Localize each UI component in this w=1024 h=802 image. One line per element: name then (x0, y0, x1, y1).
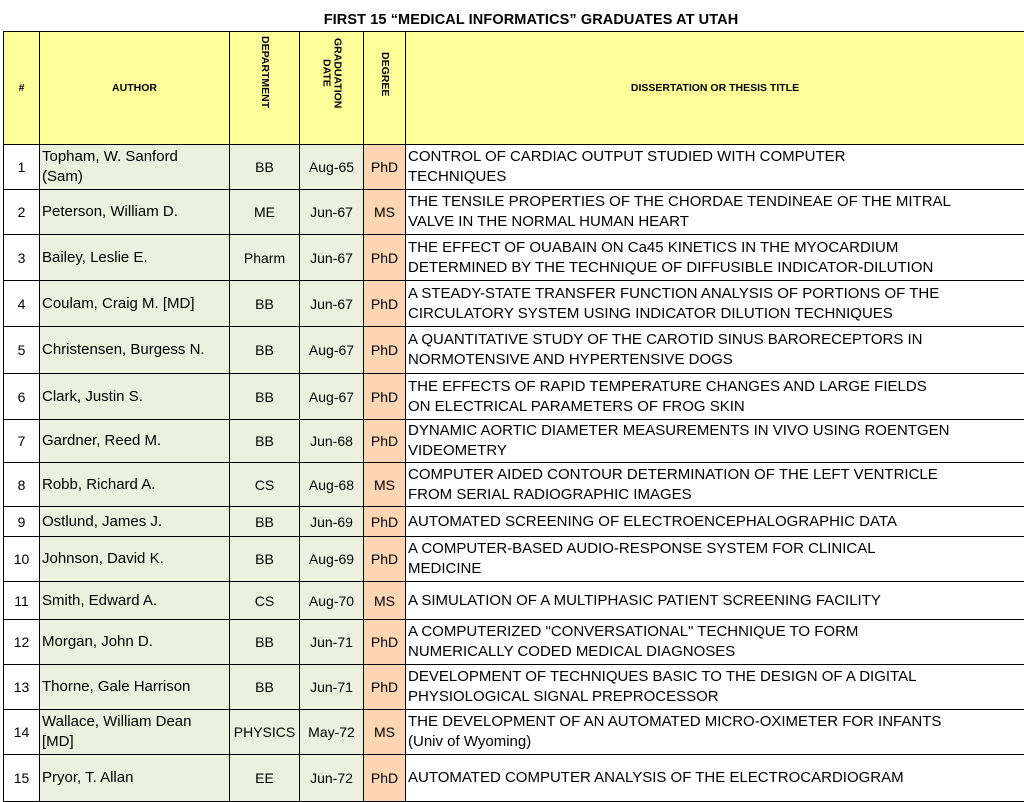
dissertation-title-cell (406, 327, 1024, 374)
author-cell-line: Wallace, William Dean (42, 712, 229, 732)
dissertation-title-cell (406, 281, 1024, 327)
degree-cell: PhD (364, 620, 406, 665)
header-dissertation: DISSERTATION OR THESIS TITLE (406, 32, 1024, 145)
header-graduation-line-1: GRADUATION (332, 38, 344, 108)
table-row (4, 190, 1024, 235)
department-cell: BB (230, 537, 300, 582)
graduation-date-cell: Aug-67 (300, 374, 364, 420)
dissertation-title-cell (406, 537, 1024, 582)
table-row (4, 507, 1024, 537)
dissertation-title-cell (406, 665, 1024, 710)
graduation-date-cell: Jun-71 (300, 620, 364, 665)
table-row (4, 582, 1024, 620)
dissertation-title-cell (406, 190, 1024, 235)
header-author: AUTHOR (40, 32, 230, 145)
dissertation-title-cell-line: FROM SERIAL RADIOGRAPHIC IMAGES (408, 485, 1024, 505)
dissertation-title-cell-line: ON ELECTRICAL PARAMETERS OF FROG SKIN (408, 397, 1024, 417)
header-row (4, 32, 1024, 145)
table-row (4, 327, 1024, 374)
graduation-date-cell: Aug-65 (300, 145, 364, 190)
dissertation-title-cell-line: THE DEVELOPMENT OF AN AUTOMATED MICRO-OXIMETER FOR INFANTS (408, 712, 1024, 732)
dissertation-title-cell (406, 374, 1024, 420)
department-cell: BB (230, 145, 300, 190)
department-cell: BB (230, 281, 300, 327)
author-cell-line: Peterson, William D. (42, 202, 229, 222)
row-number: 3 (4, 235, 40, 281)
row-number: 2 (4, 190, 40, 235)
table-row (4, 420, 1024, 463)
header-graduation-date (300, 32, 364, 145)
table-row (4, 374, 1024, 420)
header-graduation-label (321, 38, 343, 108)
author-cell-line: [MD] (42, 732, 229, 752)
author-cell-line: Smith, Edward A. (42, 591, 229, 611)
dissertation-title-cell-line: TECHNIQUES (408, 167, 1024, 187)
department-cell: BB (230, 507, 300, 537)
author-cell (40, 582, 230, 620)
degree-cell: MS (364, 190, 406, 235)
degree-cell: PhD (364, 537, 406, 582)
author-cell (40, 620, 230, 665)
degree-cell: PhD (364, 235, 406, 281)
department-cell: BB (230, 327, 300, 374)
dissertation-title-cell-line: A QUANTITATIVE STUDY OF THE CAROTID SINUS BARORECEPTORS IN (408, 330, 1024, 350)
author-cell (40, 755, 230, 802)
header-department (230, 32, 300, 145)
author-cell (40, 507, 230, 537)
dissertation-title-cell-line: NUMERICALLY CODED MEDICAL DIAGNOSES (408, 642, 1024, 662)
department-cell: BB (230, 374, 300, 420)
degree-cell: MS (364, 582, 406, 620)
degree-cell: PhD (364, 507, 406, 537)
degree-cell: PhD (364, 281, 406, 327)
author-cell (40, 665, 230, 710)
dissertation-title-cell-line: CONTROL OF CARDIAC OUTPUT STUDIED WITH COMPUTER (408, 147, 1024, 167)
graduates-table (3, 31, 1024, 802)
degree-cell: PhD (364, 145, 406, 190)
author-cell-line: Gardner, Reed M. (42, 431, 229, 451)
graduation-date-cell: Aug-67 (300, 327, 364, 374)
table-row (4, 665, 1024, 710)
table-row (4, 537, 1024, 582)
table-row (4, 620, 1024, 665)
dissertation-title-cell-line: A COMPUTER-BASED AUDIO-RESPONSE SYSTEM FOR CLINICAL (408, 539, 1024, 559)
table-row (4, 755, 1024, 802)
row-number: 1 (4, 145, 40, 190)
row-number: 13 (4, 665, 40, 710)
row-number: 5 (4, 327, 40, 374)
dissertation-title-cell (406, 235, 1024, 281)
dissertation-title-cell-line: THE EFFECTS OF RAPID TEMPERATURE CHANGES AND LARGE FIELDS (408, 377, 1024, 397)
dissertation-title-cell (406, 710, 1024, 755)
author-cell-line: Morgan, John D. (42, 632, 229, 652)
department-cell: CS (230, 582, 300, 620)
dissertation-title-cell-line: A STEADY-STATE TRANSFER FUNCTION ANALYSIS OF PORTIONS OF THE (408, 284, 1024, 304)
row-number: 15 (4, 755, 40, 802)
dissertation-title-cell-line: CIRCULATORY SYSTEM USING INDICATOR DILUTION TECHNIQUES (408, 304, 1024, 324)
dissertation-title-cell-line: THE TENSILE PROPERTIES OF THE CHORDAE TENDINEAE OF THE MITRAL (408, 192, 1024, 212)
degree-cell: PhD (364, 665, 406, 710)
page-title: FIRST 15 “MEDICAL INFORMATICS” GRADUATES AT UTAH (0, 12, 1024, 28)
dissertation-title-cell-line: DYNAMIC AORTIC DIAMETER MEASUREMENTS IN VIVO USING ROENTGEN (408, 421, 1024, 441)
author-cell-line: Bailey, Leslie E. (42, 248, 229, 268)
degree-cell: PhD (364, 755, 406, 802)
dissertation-title-cell-line: AUTOMATED SCREENING OF ELECTROENCEPHALOGRAPHIC DATA (408, 512, 1024, 532)
row-number: 11 (4, 582, 40, 620)
author-cell (40, 463, 230, 507)
graduation-date-cell: Jun-72 (300, 755, 364, 802)
author-cell-line: Robb, Richard A. (42, 475, 229, 495)
dissertation-title-cell-line: NORMOTENSIVE AND HYPERTENSIVE DOGS (408, 350, 1024, 370)
dissertation-title-cell-line: A SIMULATION OF A MULTIPHASIC PATIENT SCREENING FACILITY (408, 591, 1024, 611)
author-cell-line: Johnson, David K. (42, 549, 229, 569)
graduation-date-cell: Jun-71 (300, 665, 364, 710)
dissertation-title-cell-line: A COMPUTERIZED "CONVERSATIONAL" TECHNIQUE TO FORM (408, 622, 1024, 642)
degree-cell: MS (364, 463, 406, 507)
dissertation-title-cell (406, 420, 1024, 463)
author-cell-line: Christensen, Burgess N. (42, 340, 229, 360)
department-cell: CS (230, 463, 300, 507)
author-cell (40, 327, 230, 374)
author-cell-line: (Sam) (42, 167, 229, 187)
dissertation-title-cell (406, 582, 1024, 620)
row-number: 6 (4, 374, 40, 420)
dissertation-title-cell-line: DEVELOPMENT OF TECHNIQUES BASIC TO THE DESIGN OF A DIGITAL (408, 667, 1024, 687)
graduation-date-cell: Aug-69 (300, 537, 364, 582)
author-cell (40, 190, 230, 235)
graduation-date-cell: May-72 (300, 710, 364, 755)
header-degree (364, 32, 406, 145)
table-row (4, 710, 1024, 755)
author-cell-line: Clark, Justin S. (42, 387, 229, 407)
graduation-date-cell: Aug-70 (300, 582, 364, 620)
department-cell: BB (230, 620, 300, 665)
author-cell (40, 710, 230, 755)
author-cell (40, 281, 230, 327)
row-number: 9 (4, 507, 40, 537)
department-cell: ME (230, 190, 300, 235)
degree-cell: PhD (364, 327, 406, 374)
table-row (4, 145, 1024, 190)
row-number: 12 (4, 620, 40, 665)
dissertation-title-cell-line: VIDEOMETRY (408, 441, 1024, 461)
header-degree-label: DEGREE (379, 52, 390, 96)
dissertation-title-cell (406, 755, 1024, 802)
table-row (4, 463, 1024, 507)
row-number: 7 (4, 420, 40, 463)
dissertation-title-cell-line: COMPUTER AIDED CONTOUR DETERMINATION OF THE LEFT VENTRICLE (408, 465, 1024, 485)
dissertation-title-cell-line: VALVE IN THE NORMAL HUMAN HEART (408, 212, 1024, 232)
row-number: 14 (4, 710, 40, 755)
author-cell-line: Ostlund, James J. (42, 512, 229, 532)
graduation-date-cell: Jun-67 (300, 190, 364, 235)
row-number: 8 (4, 463, 40, 507)
header-num: # (4, 32, 40, 145)
dissertation-title-cell-line: THE EFFECT OF OUABAIN ON Ca45 KINETICS IN THE MYOCARDIUM (408, 238, 1024, 258)
department-cell: Pharm (230, 235, 300, 281)
author-cell-line: Coulam, Craig M. [MD] (42, 294, 229, 314)
dissertation-title-cell (406, 145, 1024, 190)
author-cell (40, 145, 230, 190)
author-cell (40, 235, 230, 281)
department-cell: EE (230, 755, 300, 802)
degree-cell: PhD (364, 420, 406, 463)
dissertation-title-cell-line: PHYSIOLOGICAL SIGNAL PREPROCESSOR (408, 687, 1024, 707)
header-graduation-line-2: DATE (321, 59, 333, 87)
degree-cell: PhD (364, 374, 406, 420)
dissertation-title-cell-line: MEDICINE (408, 559, 1024, 579)
dissertation-title-cell-line: (Univ of Wyoming) (408, 732, 1024, 752)
table-row (4, 235, 1024, 281)
row-number: 4 (4, 281, 40, 327)
author-cell-line: Topham, W. Sanford (42, 147, 229, 167)
author-cell-line: Thorne, Gale Harrison (42, 677, 229, 697)
department-cell: PHYSICS (230, 710, 300, 755)
dissertation-title-cell (406, 507, 1024, 537)
graduation-date-cell: Jun-67 (300, 281, 364, 327)
dissertation-title-cell (406, 620, 1024, 665)
dissertation-title-cell-line: DETERMINED BY THE TECHNIQUE OF DIFFUSIBLE INDICATOR-DILUTION (408, 258, 1024, 278)
author-cell (40, 374, 230, 420)
dissertation-title-cell-line: AUTOMATED COMPUTER ANALYSIS OF THE ELECTROCARDIOGRAM (408, 768, 1024, 788)
dissertation-title-cell (406, 463, 1024, 507)
graduation-date-cell: Jun-68 (300, 420, 364, 463)
author-cell (40, 537, 230, 582)
author-cell-line: Pryor, T. Allan (42, 768, 229, 788)
graduation-date-cell: Jun-69 (300, 507, 364, 537)
graduation-date-cell: Jun-67 (300, 235, 364, 281)
author-cell (40, 420, 230, 463)
graduation-date-cell: Aug-68 (300, 463, 364, 507)
degree-cell: MS (364, 710, 406, 755)
table-row (4, 281, 1024, 327)
row-number: 10 (4, 537, 40, 582)
department-cell: BB (230, 665, 300, 710)
header-department-label: DEPARTMENT (259, 36, 270, 108)
department-cell: BB (230, 420, 300, 463)
